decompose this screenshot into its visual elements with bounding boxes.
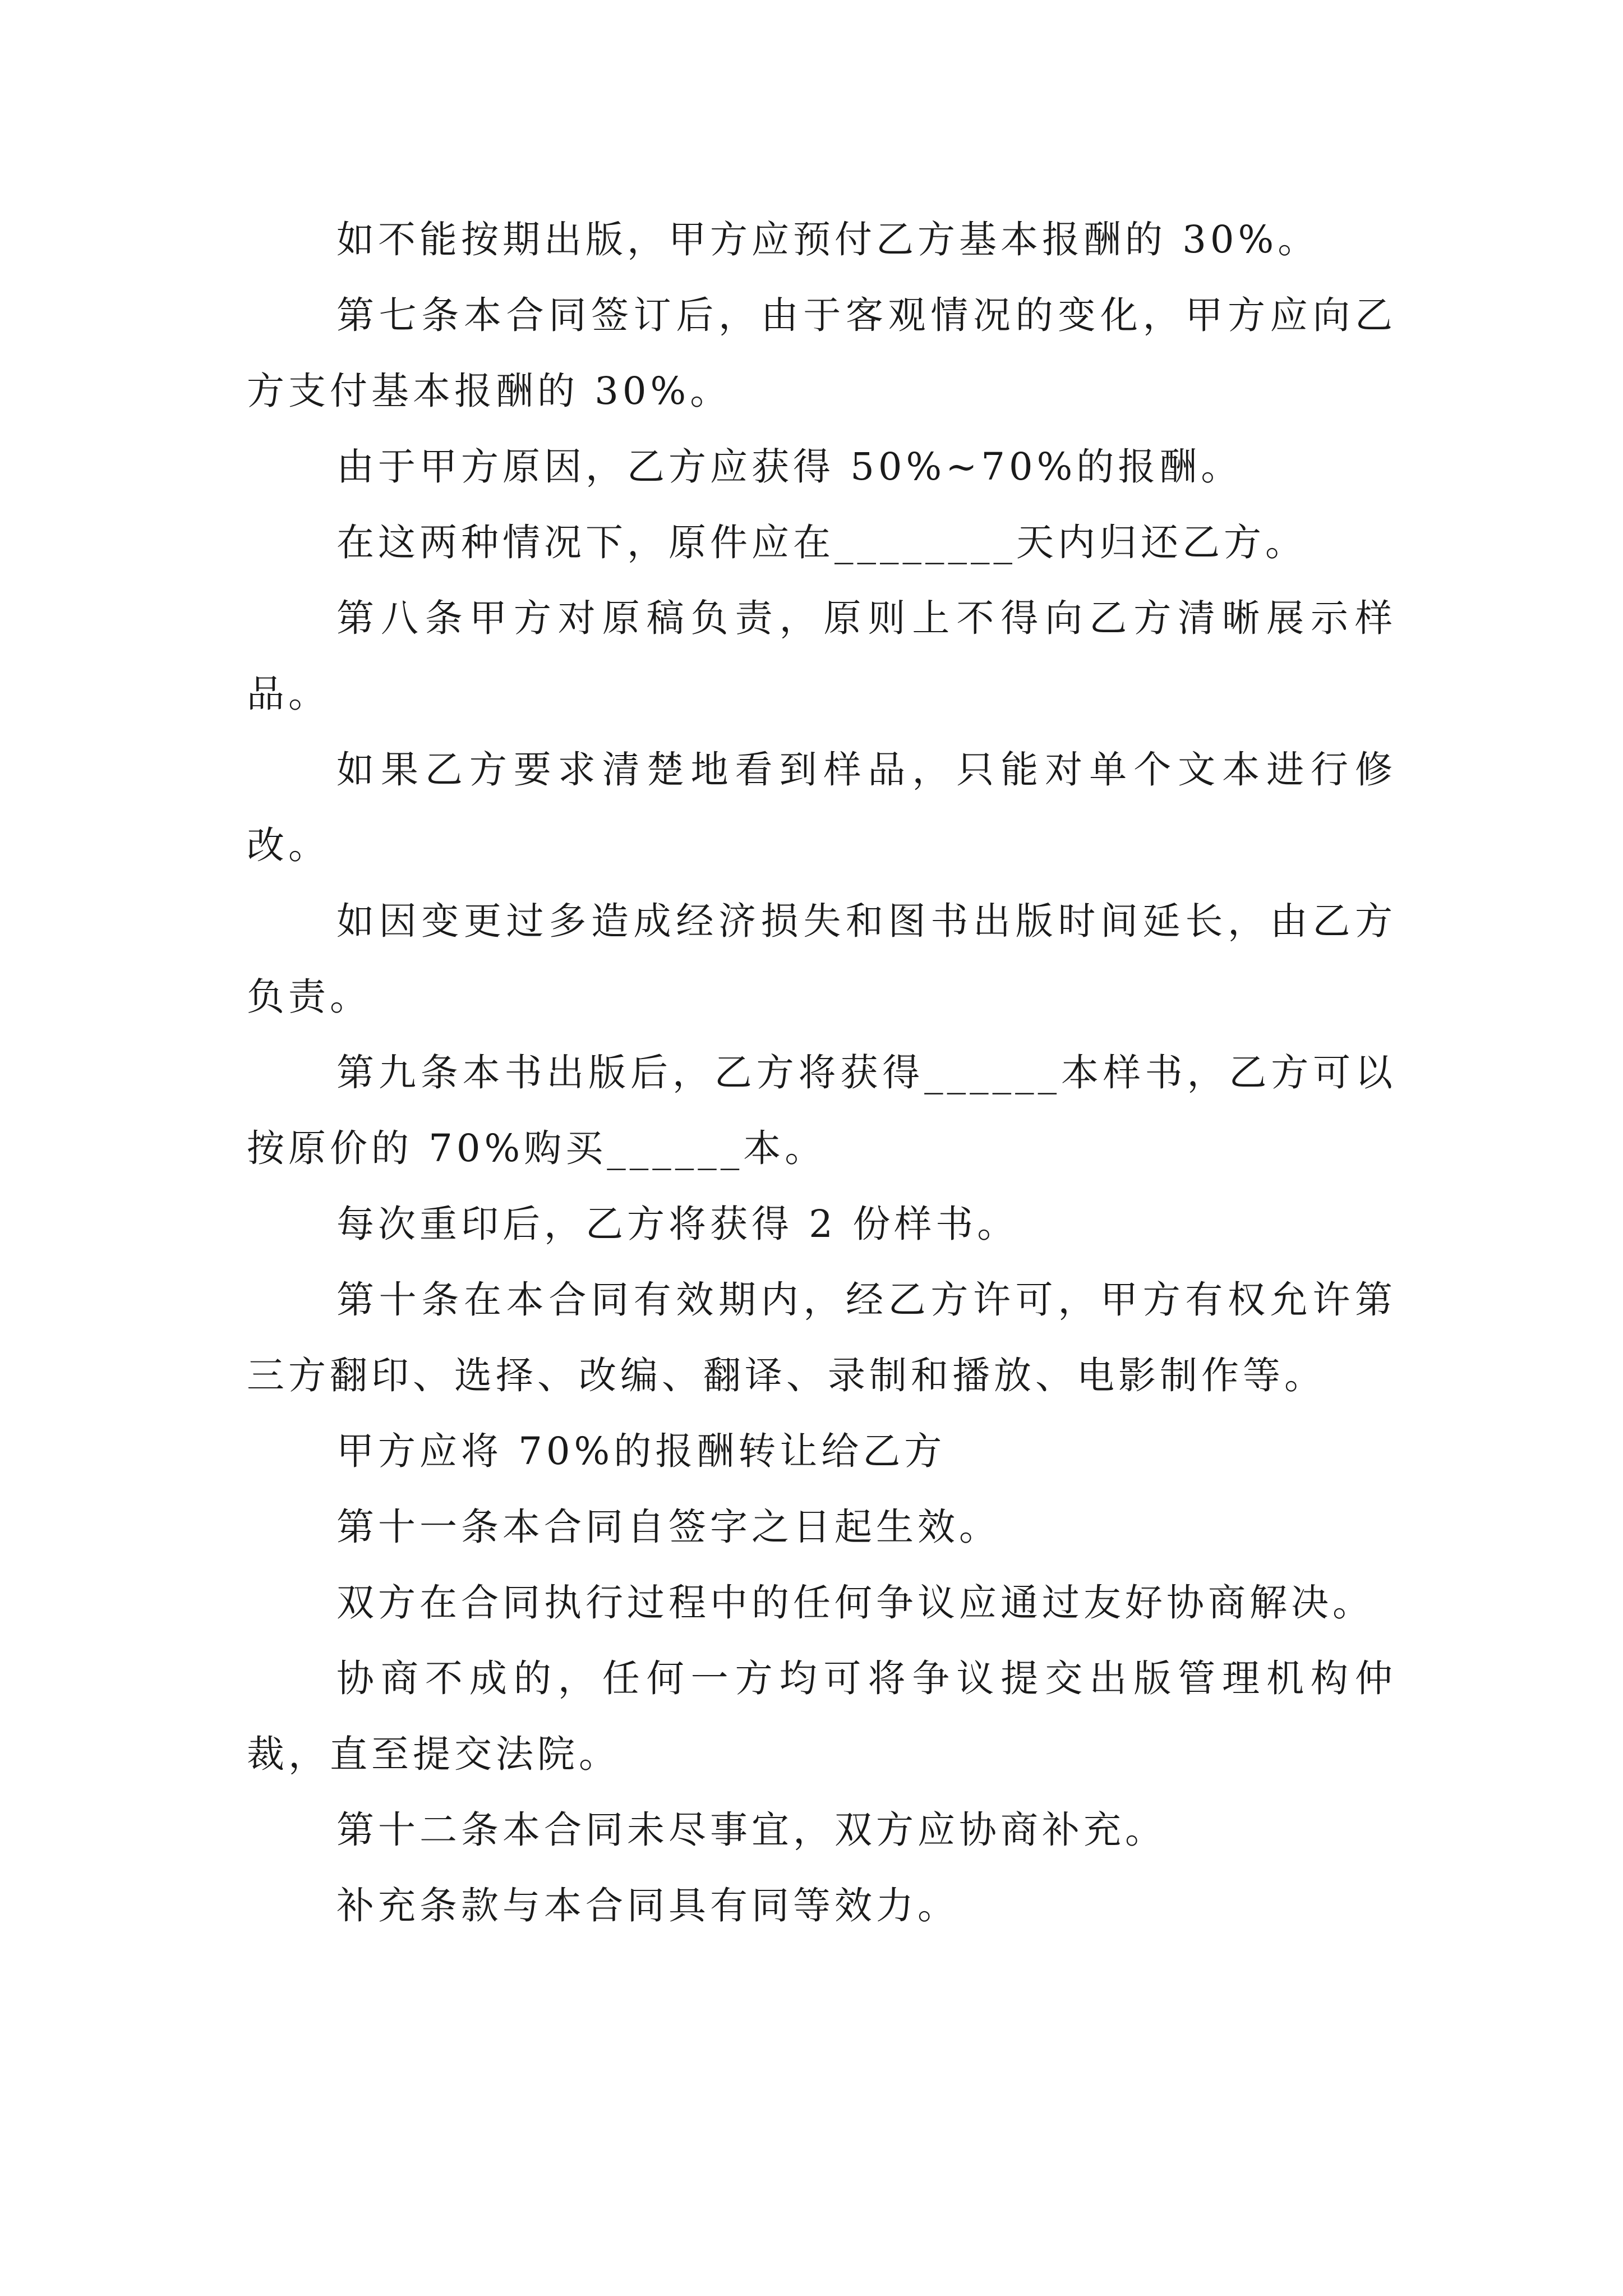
paragraph-3: 由于甲方原因，乙方应获得 50%~70%的报酬。 [336,445,1243,489]
paragraph-9: 每次重印后，乙方将获得 2 份样书。 [336,1202,1019,1246]
paragraph-4: 在这两种情况下，原件应在________天内归还乙方。 [336,521,1307,564]
paragraph-1: 如不能按期出版，甲方应预付乙方基本报酬的 30%。 [336,218,1320,261]
paragraph-14: 协商不成的，任何一方均可将争议提交出版管理机构仲裁，直至提交法院。 [247,1657,1396,1776]
paragraph-10: 第十条在本合同有效期内，经乙方许可，甲方有权允许第三方翻印、选择、改编、翻译、录制和播放、电影制作等。 [247,1278,1396,1397]
paragraph-7: 如因变更过多造成经济损失和图书出版时间延长，由乙方负责。 [247,899,1396,1019]
paragraph-2: 第七条本合同签订后，由于客观情况的变化，甲方应向乙方支付基本报酬的 30%。 [247,293,1396,413]
paragraph-13: 双方在合同执行过程中的任何争议应通过友好协商解决。 [336,1581,1374,1625]
document-body [247,202,1396,1944]
paragraph-8: 第九条本书出版后，乙方将获得______本样书，乙方可以按原价的 70%购买______本。 [247,1051,1396,1170]
paragraph-12: 第十一条本合同自签字之日起生效。 [336,1505,1000,1549]
paragraph-6: 如果乙方要求清楚地看到样品，只能对单个文本进行修改。 [247,748,1396,867]
paragraph-16: 补充条款与本合同具有同等效力。 [336,1884,959,1927]
paragraph-15: 第十二条本合同未尽事宜，双方应协商补充。 [336,1808,1166,1852]
paragraph-5: 第八条甲方对原稿负责，原则上不得向乙方清晰展示样品。 [247,596,1396,716]
paragraph-11: 甲方应将 70%的报酬转让给乙方 [336,1429,946,1473]
